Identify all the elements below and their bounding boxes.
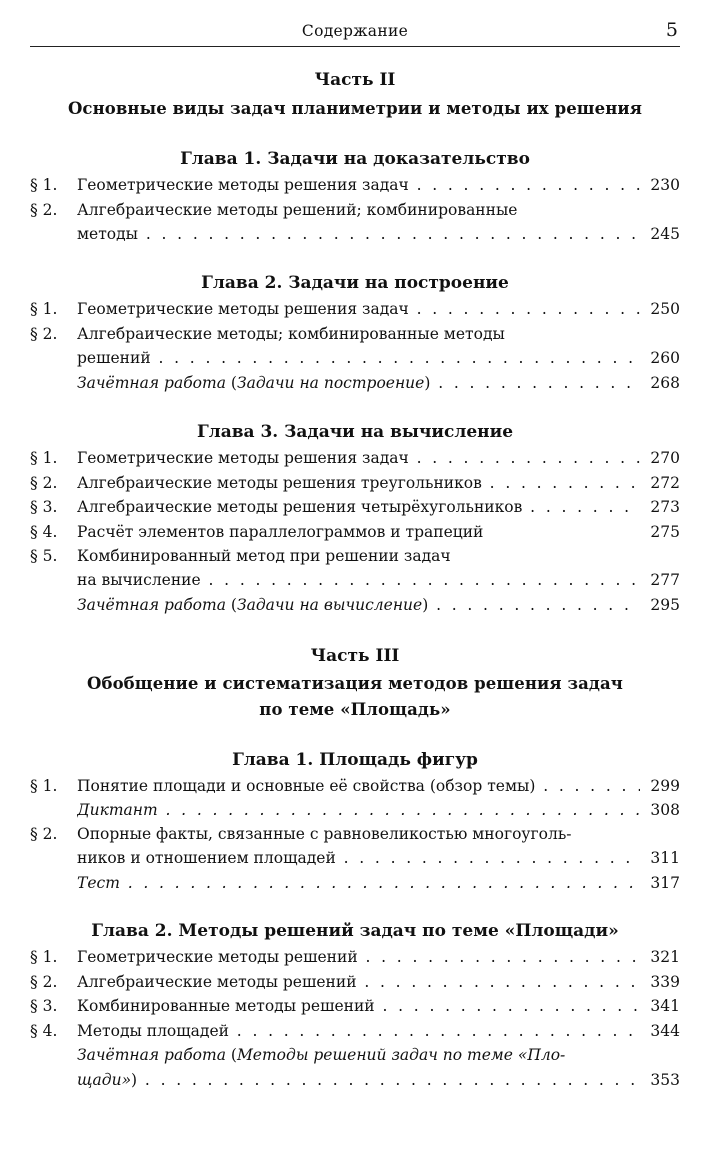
chapter-title: Глава 3. Задачи на вычисление xyxy=(196,422,514,442)
entry-title: Тест . . . xyxy=(77,871,680,895)
page-number: 5 xyxy=(665,19,678,41)
entry-title: Опорные факты, связанные с равновеликостью многоуголь- xyxy=(77,825,572,843)
entry-title: Алгебраические методы решений . . . xyxy=(77,970,680,994)
entry-title: решений . . . xyxy=(77,346,680,370)
section-number: § 1. xyxy=(30,176,58,194)
entry-page: 311 xyxy=(640,846,680,870)
toc-entry-continued[interactable] xyxy=(30,346,680,370)
section-number: § 5. xyxy=(30,547,58,565)
section-number: § 1. xyxy=(30,449,58,467)
entry-title: Геометрические методы решений . . . xyxy=(77,945,680,969)
section-number: § 3. xyxy=(30,498,58,516)
toc-entry-continued[interactable] xyxy=(30,1068,680,1092)
entry-page: 260 xyxy=(640,346,680,370)
entry-title: методы . . . xyxy=(77,222,680,246)
section-number: § 2. xyxy=(30,973,58,991)
toc-entry[interactable] xyxy=(30,774,680,798)
entry-title: на вычисление . . . xyxy=(77,568,680,592)
toc-entry[interactable] xyxy=(30,822,680,846)
entry-page: 273 xyxy=(640,495,680,519)
part-2-subtitle: Основные виды задач планиметрии и методы их решения xyxy=(67,99,643,118)
entry-page: 245 xyxy=(640,222,680,246)
entry-page: 270 xyxy=(640,446,680,470)
toc-entry-continued[interactable] xyxy=(30,846,680,870)
chapter-title: Глава 1. Площадь фигур xyxy=(232,750,478,770)
section-number: § 4. xyxy=(30,1022,58,1040)
entry-title: Зачётная работа (Методы решений задач по теме «Пло- xyxy=(77,1046,566,1064)
chapter-title: Глава 1. Задачи на доказательство xyxy=(180,149,530,169)
section-number: § 2. xyxy=(30,201,58,219)
entry-title: Геометрические методы решения задач . . . xyxy=(77,297,680,321)
toc-entry[interactable] xyxy=(30,446,680,470)
entry-title: Комбинированный метод при решении задач xyxy=(77,547,451,565)
toc-entry-dictation[interactable] xyxy=(30,798,680,822)
entry-title: Алгебраические методы решения четырёхугольников . . . xyxy=(77,495,680,519)
toc-entry[interactable] xyxy=(30,198,680,222)
entry-page: 321 xyxy=(640,945,680,969)
toc-entry-test[interactable] xyxy=(30,1043,680,1067)
entry-title: Расчёт элементов параллелограммов и трапеций xyxy=(77,523,484,541)
toc-entry-continued[interactable] xyxy=(30,222,680,246)
part-3-title: Часть III xyxy=(310,646,400,666)
header-title: Содержание xyxy=(301,22,409,40)
toc-entry[interactable] xyxy=(30,173,680,197)
entry-title: Геометрические методы решения задач . . . xyxy=(77,173,680,197)
entry-page: 272 xyxy=(640,471,680,495)
entry-page: 275 xyxy=(640,520,680,544)
entry-page: 230 xyxy=(640,173,680,197)
section-number: § 2. xyxy=(30,825,58,843)
part-3-subtitle: по теме «Площадь» xyxy=(259,700,451,719)
entry-title: щади») . . . xyxy=(77,1068,680,1092)
running-header xyxy=(30,19,680,47)
section-number: § 2. xyxy=(30,325,58,343)
toc-entry[interactable] xyxy=(30,520,680,544)
toc-entry-continued[interactable] xyxy=(30,568,680,592)
entry-title: Зачётная работа (Задачи на вычисление) . . . xyxy=(77,593,680,617)
part-3-subtitle: Обобщение и систематизация методов решения задач xyxy=(87,674,623,693)
toc-entry[interactable] xyxy=(30,544,680,568)
entry-page: 317 xyxy=(640,871,680,895)
chapter-title: Глава 2. Методы решений задач по теме «Площади» xyxy=(91,921,619,941)
entry-page: 341 xyxy=(640,994,680,1018)
section-number: § 3. xyxy=(30,997,58,1015)
entry-title: Методы площадей . . . xyxy=(77,1019,680,1043)
entry-title: Алгебраические методы; комбинированные методы xyxy=(77,325,505,343)
toc-entry-test[interactable] xyxy=(30,871,680,895)
section-number: § 1. xyxy=(30,777,58,795)
entry-page: 339 xyxy=(640,970,680,994)
entry-title: Зачётная работа (Задачи на построение) . . . xyxy=(77,371,680,395)
toc-entry-test[interactable] xyxy=(30,371,680,395)
entry-title: Комбинированные методы решений . . . xyxy=(77,994,680,1018)
entry-title: Алгебраические методы решений; комбинированные xyxy=(77,201,518,219)
entry-title: Диктант . . . xyxy=(77,798,680,822)
section-number: § 1. xyxy=(30,300,58,318)
entry-page: 250 xyxy=(640,297,680,321)
chapter-title: Глава 2. Задачи на построение xyxy=(201,273,509,293)
entry-title: ников и отношением площадей . . . xyxy=(77,846,680,870)
entry-title: Геометрические методы решения задач . . . xyxy=(77,446,680,470)
toc-entry[interactable] xyxy=(30,1019,680,1043)
toc-entry[interactable] xyxy=(30,322,680,346)
toc-entry[interactable] xyxy=(30,970,680,994)
entry-page: 344 xyxy=(640,1019,680,1043)
section-number: § 2. xyxy=(30,474,58,492)
entry-page: 295 xyxy=(640,593,680,617)
toc-entry[interactable] xyxy=(30,945,680,969)
section-number: § 1. xyxy=(30,948,58,966)
toc-entry[interactable] xyxy=(30,994,680,1018)
entry-title: Алгебраические методы решения треугольников . . . xyxy=(77,471,680,495)
part-2-title: Часть II xyxy=(314,70,396,90)
toc-entry-test[interactable] xyxy=(30,593,680,617)
entry-page: 268 xyxy=(640,371,680,395)
entry-page: 353 xyxy=(640,1068,680,1092)
section-number: § 4. xyxy=(30,523,58,541)
entry-page: 277 xyxy=(640,568,680,592)
entry-page: 308 xyxy=(640,798,680,822)
toc-entry[interactable] xyxy=(30,297,680,321)
toc-entry[interactable] xyxy=(30,495,680,519)
entry-page: 299 xyxy=(640,774,680,798)
toc-entry[interactable] xyxy=(30,471,680,495)
entry-title: Понятие площади и основные её свойства (обзор темы) . . . xyxy=(77,774,680,798)
toc-page xyxy=(30,0,680,1152)
